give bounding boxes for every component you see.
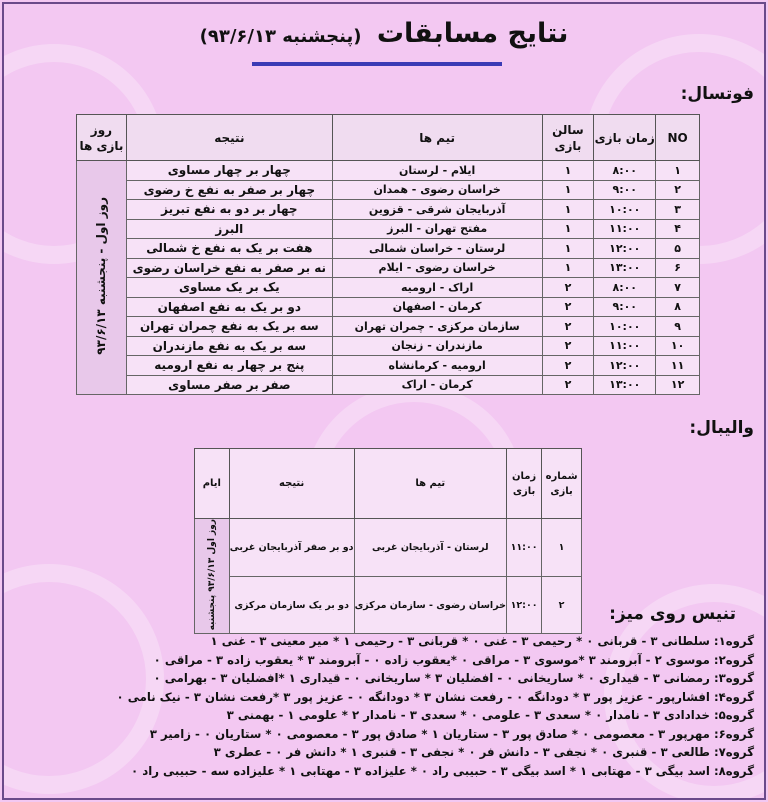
col-game-no: شماره بازی xyxy=(542,449,582,519)
cell-time: ۱۳:۰۰ xyxy=(594,258,656,278)
list-item: گروه۲: موسوی ۲ - آبرومند ۳ *موسوی ۳ - مراقی ۰ *یعقوب زاده ۰ - آبرومند ۳ * یعقوب زاده ۳ - مراقی ۰ xyxy=(153,652,754,667)
futsal-label: فوتسال: xyxy=(680,84,754,104)
cell-no: ۱ xyxy=(542,519,582,577)
col-hall: سالن بازی xyxy=(542,115,594,161)
watermark-ring xyxy=(2,564,164,794)
col-time: زمان بازی xyxy=(594,115,656,161)
col-result: نتیجه xyxy=(126,115,332,161)
cell-time: ۱۰:۰۰ xyxy=(594,317,656,337)
list-item: گروه۸: اسد بیگی ۳ - مهتابی ۱ * اسد بیگی ۳ - حبیبی راد ۰ * علیزاده ۳ - مهتابی ۱ * علیزاده سه - حبیبی راد ۰ xyxy=(131,763,754,778)
cell-hall: ۱ xyxy=(542,180,594,200)
cell-no: ۵ xyxy=(656,239,700,259)
list-item: گروه۳: رمضانی ۳ - قیداری ۰ * ساریخانی ۰ - افضلیان ۳ * ساریخانی ۰ - قیداری ۱ *افضلیان ۳ - بهرامی ۰ xyxy=(153,671,754,685)
table-row xyxy=(77,200,700,220)
table-row xyxy=(77,180,700,200)
cell-hall: ۲ xyxy=(542,297,594,317)
cell-day xyxy=(77,161,127,395)
cell-hall: ۲ xyxy=(542,278,594,298)
cell-no: ۸ xyxy=(656,297,700,317)
cell-teams: آذربایجان شرقی - قزوین xyxy=(332,200,542,220)
volleyball-table xyxy=(194,448,582,634)
volleyball-label: والیبال: xyxy=(689,418,754,438)
cell-day xyxy=(195,519,230,634)
cell-time: ۱۳:۰۰ xyxy=(594,375,656,395)
cell-teams: خراسان رضوی - ایلام xyxy=(332,258,542,278)
table-row xyxy=(195,519,582,577)
cell-teams: اراک - ارومیه xyxy=(332,278,542,298)
cell-result: یک بر یک مساوی xyxy=(126,278,332,298)
cell-teams: لرستان - خراسان شمالی xyxy=(332,239,542,259)
cell-result: سه بر یک به نفع چمران تهران xyxy=(126,317,332,337)
volleyball-header-row xyxy=(195,449,582,519)
page-frame xyxy=(2,2,766,800)
cell-hall: ۲ xyxy=(542,336,594,356)
table-row xyxy=(77,239,700,259)
cell-no: ۶ xyxy=(656,258,700,278)
cell-hall: ۱ xyxy=(542,258,594,278)
col-day: روز بازی ها xyxy=(77,115,127,161)
cell-time: ۹:۰۰ xyxy=(594,297,656,317)
list-item: گروه۵: خدادادی ۳ - نامدار ۰ * سعدی ۳ - علومی ۰ * سعدی ۳ - نامدار ۲ * علومی ۱ - بهمنی ۳ xyxy=(226,708,754,722)
cell-teams: خراسان رضوی - سازمان مرکزی xyxy=(354,576,506,634)
list-item: گروه۱: سلطانی ۳ - قربانی ۰ * رحیمی ۳ - غنی ۰ * قربانی ۳ - رحیمی ۱ * میر معینی ۳ - غنی ۱ xyxy=(210,634,754,648)
cell-hall: ۱ xyxy=(542,219,594,239)
cell-result: سه بر یک به نفع مازندران xyxy=(126,336,332,356)
cell-hall: ۲ xyxy=(542,375,594,395)
cell-time: ۹:۰۰ xyxy=(594,180,656,200)
page-title xyxy=(200,18,569,49)
cell-hall: ۱ xyxy=(542,200,594,220)
table-row xyxy=(77,297,700,317)
cell-result: نه بر صفر به نفع خراسان رضوی xyxy=(126,258,332,278)
col-result: نتیجه xyxy=(229,449,354,519)
table-row xyxy=(77,317,700,337)
cell-result: هفت بر یک به نفع خ شمالی xyxy=(126,239,332,259)
cell-time: ۱۱:۰۰ xyxy=(594,219,656,239)
title-date: (پنجشنبه ۹۳/۶/۱۳) xyxy=(199,26,362,47)
page-header xyxy=(4,18,764,49)
col-teams: تیم ها xyxy=(354,449,506,519)
list-item: گروه۶: مهرپور ۳ - معصومی ۰ * صادق پور ۳ - ستاریان ۱ * صادق پور ۳ - معصومی ۰ * ستاریان ۰ - زامیر ۳ xyxy=(149,726,754,741)
cell-result: البرز xyxy=(126,219,332,239)
col-time: زمان بازی xyxy=(506,449,541,519)
cell-time: ۱۱:۰۰ xyxy=(506,519,541,577)
cell-no: ۴ xyxy=(656,219,700,239)
cell-teams: مفتح تهران - البرز xyxy=(332,219,542,239)
cell-teams: ایلام - لرستان xyxy=(332,161,542,181)
table-row xyxy=(195,576,582,634)
cell-time: ۸:۰۰ xyxy=(594,161,656,181)
col-teams: تیم ها xyxy=(332,115,542,161)
table-row xyxy=(77,356,700,376)
col-no: NO xyxy=(656,115,700,161)
table-row xyxy=(77,278,700,298)
cell-result: دو بر صفر آذربایجان غربی xyxy=(229,519,354,577)
cell-no: ۱۲ xyxy=(656,375,700,395)
cell-no: ۹ xyxy=(656,317,700,337)
cell-time: ۱۰:۰۰ xyxy=(594,200,656,220)
cell-result: چهار بر صفر به نفع خ رضوی xyxy=(126,180,332,200)
cell-teams: کرمان - اصفهان xyxy=(332,297,542,317)
cell-result: پنج بر چهار به نفع ارومیه xyxy=(126,356,332,376)
futsal-header-row xyxy=(77,115,700,161)
cell-no: ۷ xyxy=(656,278,700,298)
list-item: گروه۷: طالعی ۳ - قنبری ۰ * نجفی ۳ - دانش فر ۰ * نجفی ۳ - قنبری ۱ * دانش فر ۰ - عطری ۳ xyxy=(213,745,754,759)
cell-hall: ۲ xyxy=(542,317,594,337)
list-item: گروه۴: افشارپور - عزیز پور ۳ * دودانگه ۰ - رفعت نشان ۳ * دودانگه ۰ - عزیز پور ۳ *رفعت نشان ۳ - نیک نامی ۰ xyxy=(116,689,754,704)
col-days: ایام xyxy=(195,449,230,519)
table-row xyxy=(77,336,700,356)
title-underline xyxy=(252,62,502,66)
cell-teams: سازمان مرکزی - چمران تهران xyxy=(332,317,542,337)
cell-teams: کرمان - اراک xyxy=(332,375,542,395)
cell-time: ۱۲:۰۰ xyxy=(594,239,656,259)
table-row xyxy=(77,161,700,181)
cell-result: صفر بر صفر مساوی xyxy=(126,375,332,395)
cell-result: چهار بر دو به نفع تبریز xyxy=(126,200,332,220)
title-text: نتایج مسابقات xyxy=(376,18,569,49)
cell-time: ۸:۰۰ xyxy=(594,278,656,298)
cell-result: چهار بر چهار مساوی xyxy=(126,161,332,181)
table-tennis-label: تنیس روی میز: xyxy=(609,604,736,624)
cell-teams: خراسان رضوی - همدان xyxy=(332,180,542,200)
cell-no: ۲ xyxy=(656,180,700,200)
futsal-table xyxy=(76,114,700,395)
cell-teams: ارومیه - کرمانشاه xyxy=(332,356,542,376)
cell-result: دو بر یک به نفع اصفهان xyxy=(126,297,332,317)
volleyball-day-text: روز اول ۹۳/۶/۱۳ پنجشنبه xyxy=(206,519,217,631)
table-row xyxy=(77,375,700,395)
cell-time: ۱۲:۰۰ xyxy=(594,356,656,376)
table-row xyxy=(77,219,700,239)
cell-teams: لرستان - آذربایجان غربی xyxy=(354,519,506,577)
cell-time: ۱۱:۰۰ xyxy=(594,336,656,356)
cell-hall: ۲ xyxy=(542,356,594,376)
cell-hall: ۱ xyxy=(542,161,594,181)
table-row xyxy=(77,258,700,278)
cell-time: ۱۲:۰۰ xyxy=(506,576,541,634)
cell-teams: مازندران - زنجان xyxy=(332,336,542,356)
table-tennis-results xyxy=(116,632,754,780)
cell-no: ۱ xyxy=(656,161,700,181)
cell-no: ۱۱ xyxy=(656,356,700,376)
futsal-body xyxy=(77,161,700,395)
cell-result: دو بر یک سازمان مرکزی xyxy=(229,576,354,634)
cell-no: ۱۰ xyxy=(656,336,700,356)
futsal-day-text: روز اول - پنجشنبه ۹۳/۶/۱۳ xyxy=(94,197,109,355)
cell-hall: ۱ xyxy=(542,239,594,259)
cell-no: ۲ xyxy=(542,576,582,634)
cell-no: ۳ xyxy=(656,200,700,220)
